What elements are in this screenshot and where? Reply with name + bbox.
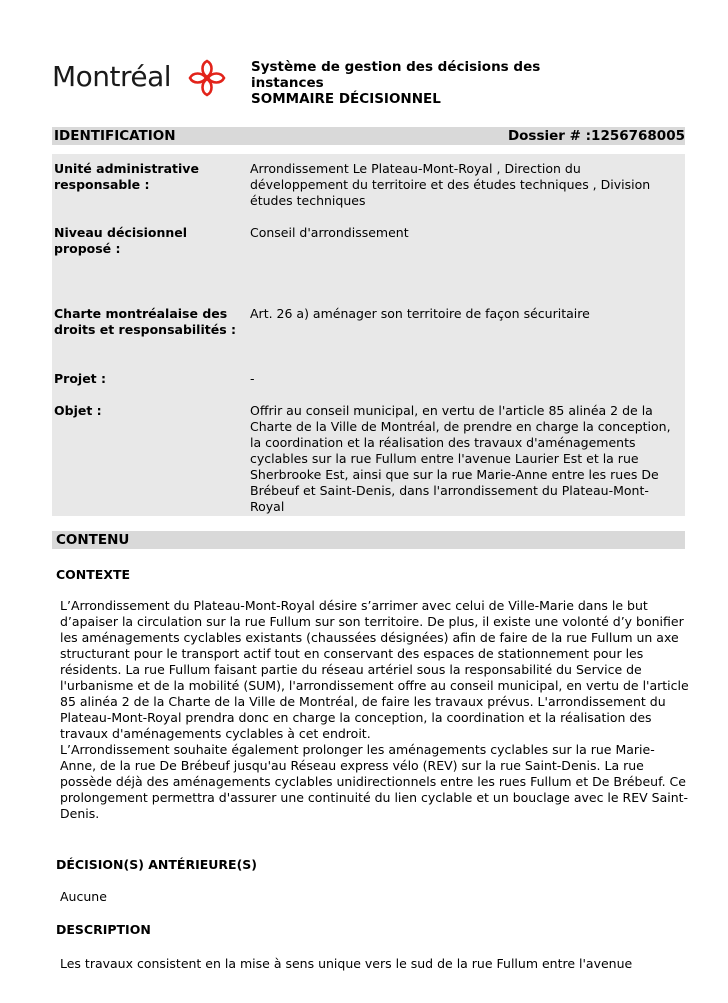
row-value-charte: Art. 26 a) aménager son territoire de façon sécuritaire <box>250 306 590 321</box>
logo-text: Montréal <box>52 60 172 93</box>
contenu-bar <box>52 531 685 549</box>
contexte-body <box>60 598 690 822</box>
contexte-paragraph-1: L’Arrondissement du Plateau-Mont-Royal désire s’arrimer avec celui de Ville-Marie dans le but d’apaiser la circulation sur la rue Fullum sur son territoire. De plus, il existe une volonté d’y bonifier les aménagements cyclables existants (chaussées désignées) afin de faire de la rue Fullum un axe structurant pour le transport actif tout en conservant des espaces de stationnement pour les résidents. La rue Fullum faisant partie du réseau artériel sous la responsabilité du Service de l'urbanisme et de la mobilité (SUM), l'arrondissement offre au conseil municipal, en vertu de l'article 85 alinéa 2 de la Charte de la Ville de Montréal, de faire les travaux prévus. L'arrondissement du Plateau-Mont-Royal prendra donc en charge la conception, la coordination et la réalisation des travaux d'aménagements cyclables à cet endroit. <box>60 598 689 741</box>
description-text: Les travaux consistent en la mise à sens unique vers le sud de la rue Fullum entre l'avenue <box>60 956 633 971</box>
identification-label: IDENTIFICATION <box>54 128 176 144</box>
row-value-unite: Arrondissement Le Plateau-Mont-Royal , Direction du développement du territoire et des études techniques , Division études techniques <box>250 161 651 208</box>
description-heading: DESCRIPTION <box>56 922 151 937</box>
montreal-logo <box>52 58 232 100</box>
contexte-heading: CONTEXTE <box>56 567 131 582</box>
montreal-rosette-icon <box>187 58 227 98</box>
decisions-text: Aucune <box>60 889 107 904</box>
row-label-niveau: Niveau décisionnel proposé : <box>54 225 188 256</box>
row-label-projet: Projet : <box>54 371 107 386</box>
decisions-heading: DÉCISION(S) ANTÉRIEURE(S) <box>56 857 258 872</box>
header-title-line1: Système de gestion des décisions des <box>251 59 541 75</box>
document-header <box>251 59 581 107</box>
row-value-niveau: Conseil d'arrondissement <box>250 225 409 240</box>
identification-bar <box>52 127 685 145</box>
header-title-line3: SOMMAIRE DÉCISIONNEL <box>251 91 441 107</box>
row-value-projet: - <box>250 371 255 386</box>
row-label-unite: Unité administrative responsable : <box>54 161 199 192</box>
contenu-label: CONTENU <box>56 532 130 548</box>
header-title-line2: instances <box>251 75 324 91</box>
dossier-number: Dossier # :1256768005 <box>507 128 685 144</box>
row-label-charte: Charte montréalaise des droits et responsabilités : <box>54 306 236 337</box>
row-value-objet: Offrir au conseil municipal, en vertu de l'article 85 alinéa 2 de la Charte de la Ville de Montréal, de prendre en charge la conception, la coordination et la réalisation des travaux d'aménagements cyclables sur la rue Fullum entre l'avenue Laurier Est et la rue Sherbrooke Est, ainsi que sur la rue Marie-Anne entre les rues De Brébeuf et Saint-Denis, dans l'arrondissement du Plateau-Mont-Royal <box>250 403 671 514</box>
contexte-paragraph-2: L’Arrondissement souhaite également prolonger les aménagements cyclables sur la rue Marie-Anne, de la rue De Brébeuf jusqu'au Réseau express vélo (REV) sur la rue Saint-Denis. La rue possède déjà des aménagements cyclables unidirectionnels entre les rues Fullum et De Brébeuf. Ce prolongement permettra d'assurer une continuité du lien cyclable et un bouclage avec le REV Saint-Denis. <box>60 742 689 821</box>
row-label-objet: Objet : <box>54 403 102 418</box>
